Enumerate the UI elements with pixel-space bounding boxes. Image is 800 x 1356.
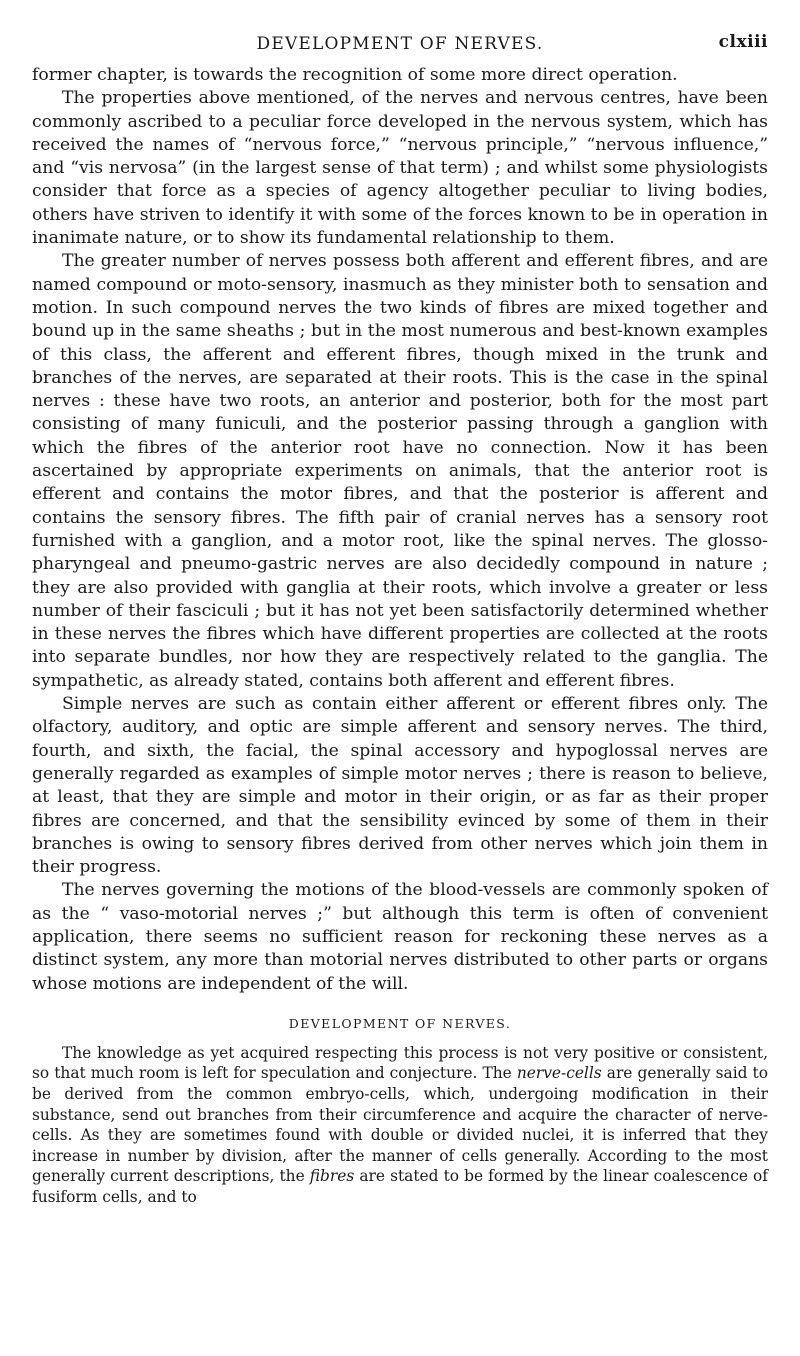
text-segment: The knowledge as yet acquired respecting this process is not very positive or consistent, so that much room is left for speculation and conjecture. The xyxy=(32,1043,768,1083)
text-segment: are stated to be formed by the linear coalescence of fusiform cells, and to xyxy=(32,1167,768,1207)
main-body-text xyxy=(32,64,768,996)
paragraph-continuation: former chapter, is towards the recognition of some more direct operation. xyxy=(32,65,678,85)
paragraph-nervous-force: The properties above mentioned, of the nerves and nervous centres, have been commonly ascribed to a peculiar force developed in the nervous system, which has received the names of “nervous force,” “nervous principle,” “nervous influence,” and “vis nervosa” (in the largest sense of that term) ; and whilst some physiologists consider that force as a species of agency altogether peculiar to living bodies, others have striven to identify it with some of the forces known to be in operation in inanimate nature, or to show its fundamental relationship to them. xyxy=(32,88,768,249)
section-heading: DEVELOPMENT OF NERVES. xyxy=(288,1015,512,1031)
section-body-text xyxy=(32,1043,768,1208)
paragraph-simple-nerves: Simple nerves are such as contain either afferent or efferent fibres only. The olfactory, auditory, and optic are simple afferent and sensory nerves. The third, fourth, and sixth, the facial, the spinal accessory and hypoglossal nerves are generally regarded as examples of simple motor nerves ; there is reason to believe, at least, that they are simple and motor in their origin, or as far as their proper fibres are concerned, and that the sensibility evinced by some of them in their branches is owing to sensory fibres derived from other nerves which join them in their progress. xyxy=(32,694,768,878)
paragraph-development xyxy=(32,1043,768,1208)
page-number: clxiii xyxy=(718,32,768,52)
text-segment: are generally said to be derived from the common embryo-cells, which, undergoing modification in their substance, send out branches from their circumference and acquire the character of nerve-cells. As they are sometimes found with double or divided nuclei, it is inferred that they increase in number by division, after the manner of cells generally. According to the most generally current descriptions, the xyxy=(32,1064,768,1186)
italic-term-nerve-cells: nerve-cells xyxy=(516,1064,602,1083)
italic-term-fibres: fibres xyxy=(309,1167,355,1186)
page-header xyxy=(32,30,768,64)
running-title: DEVELOPMENT OF NERVES. xyxy=(256,34,544,54)
document-page xyxy=(32,30,768,1208)
paragraph-compound-nerves: The greater number of nerves possess both afferent and efferent fibres, and are named compound or moto-sensory, inasmuch as they minister both to sensation and motion. In such compound nerves the two kinds of fibres are mixed together and bound up in the same sheaths ; but in the most numerous and best-known examples of this class, the afferent and efferent fibres, though mixed in the trunk and branches of the nerves, are separated at their roots. This is the case in the spinal nerves : these have two roots, an anterior and posterior, both for the most part consisting of many funiculi, and the posterior passing through a ganglion with which the fibres of the anterior root have no connection. Now it has been ascertained by appropriate experiments on animals, that the anterior root is efferent and contains the motor fibres, and that the posterior is afferent and contains the sensory fibres. The fifth pair of cranial nerves has a sensory root furnished with a ganglion, and a motor root, like the spinal nerves. The glosso-pharyngeal and pneumo-gastric nerves are also decidedly compound in nature ; they are also provided with ganglia at their roots, which involve a greater or less number of their fasciculi ; but it has not yet been satisfactorily determined whether in these nerves the fibres which have different properties are collected at the roots into separate bundles, nor how they are respectively related to the ganglia. The sympathetic, as already stated, contains both afferent and efferent fibres. xyxy=(32,251,768,691)
paragraph-vaso-motorial: The nerves governing the motions of the blood-vessels are commonly spoken of as the “ vaso-motorial nerves ;” but although this term is often of convenient application, there seems no sufficient reason for reckoning these nerves as a distinct system, any more than motorial nerves distributed to other parts or organs whose motions are independent of the will. xyxy=(32,880,768,994)
